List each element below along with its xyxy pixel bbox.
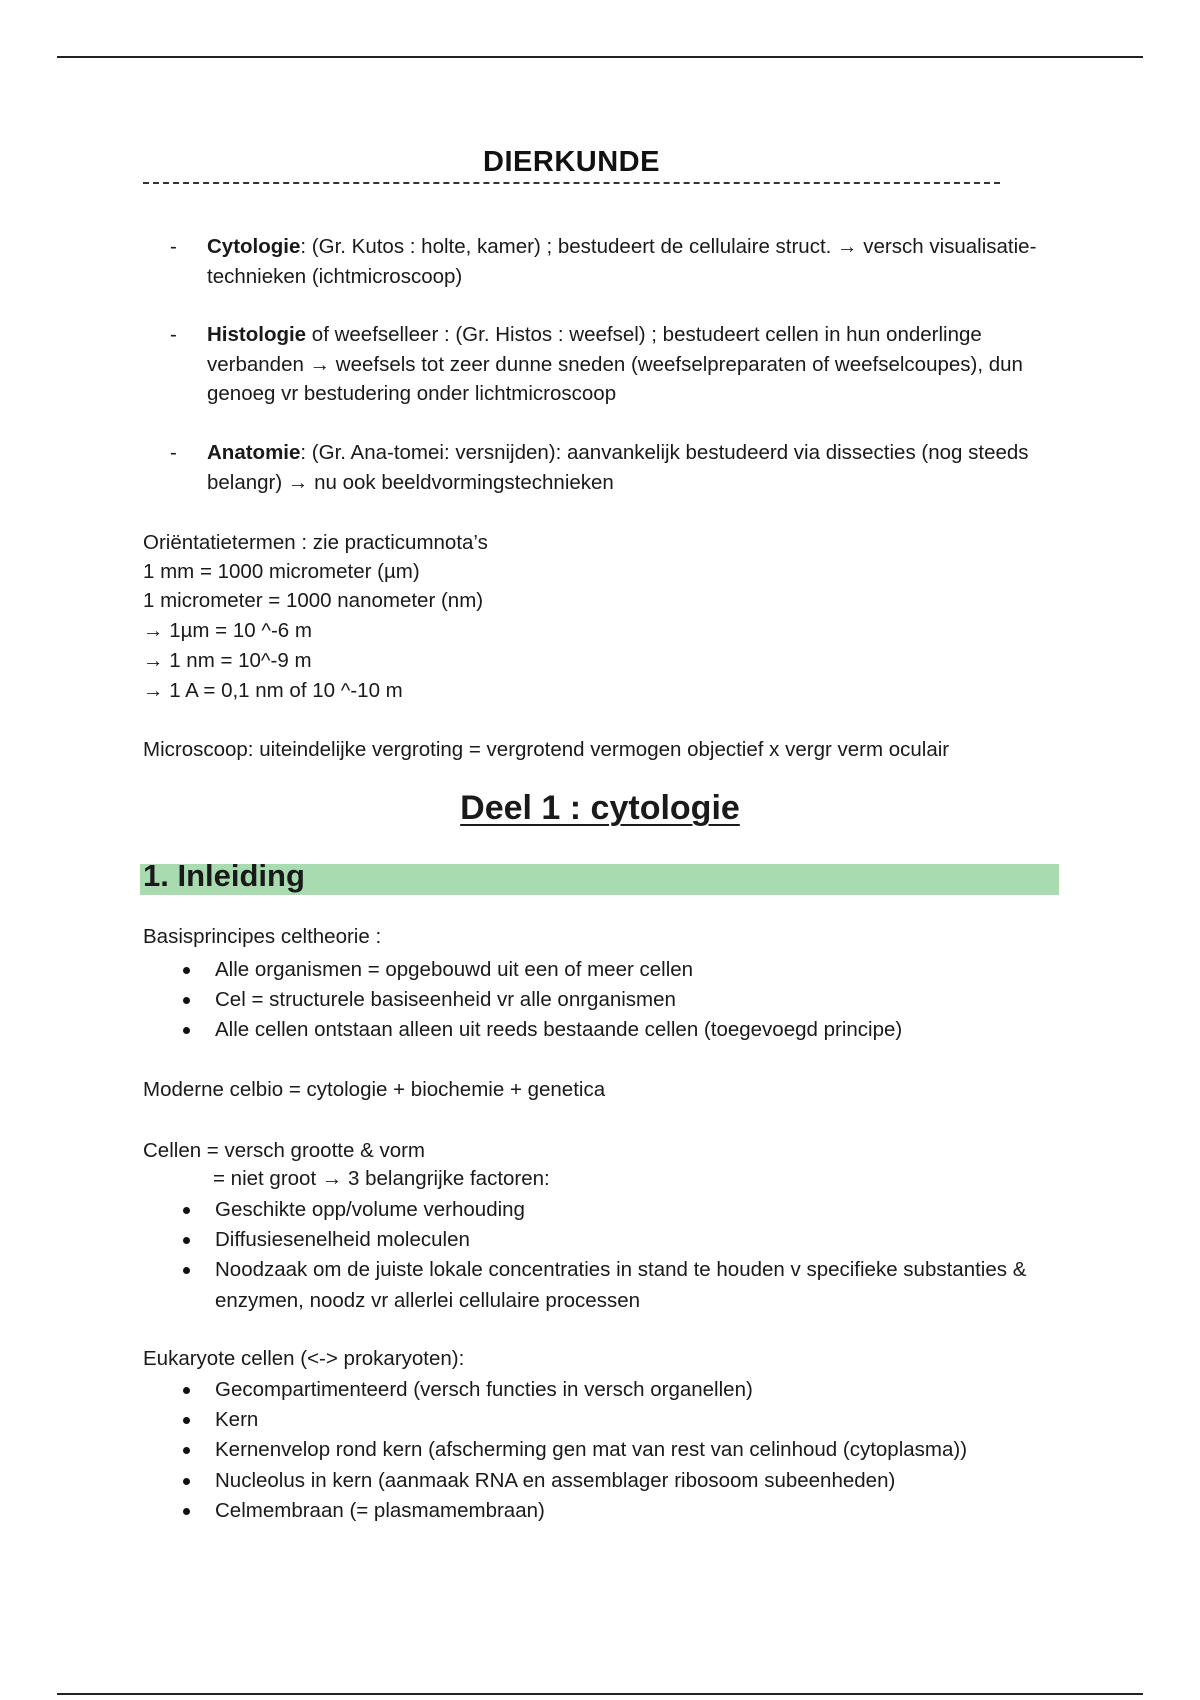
list-item: Geschikte opp/volume verhouding xyxy=(170,1195,1070,1225)
definition-term: Anatomie xyxy=(207,441,301,464)
list-item: Kern xyxy=(170,1405,1070,1435)
unit-line: → 1 A = 0,1 nm of 10 ^-10 m xyxy=(143,679,403,702)
bullet-dot xyxy=(183,1508,190,1515)
definition-term: Histologie xyxy=(207,323,307,346)
bullet-dot xyxy=(183,1447,190,1454)
modern-cellbio-line: Moderne celbio = cytologie + biochemie + genetica xyxy=(143,1078,606,1101)
bullet-dot xyxy=(183,1417,190,1424)
document-title-block xyxy=(143,146,1000,186)
list-item: Kernenvelop rond kern (afscherming gen mat van rest van celinhoud (cytoplasma)) xyxy=(170,1435,1070,1465)
celltheory-intro: Basisprincipes celtheorie : xyxy=(143,925,382,948)
definition-histologie xyxy=(170,320,1070,409)
bullet-dot xyxy=(183,1027,190,1034)
unit-line: 1 micrometer = 1000 nanometer (nm) xyxy=(143,589,484,612)
cells-factor-list xyxy=(170,1195,1070,1316)
section-heading: 1. Inleiding xyxy=(143,858,305,893)
list-item: Alle organismen = opgebouwd uit een of meer cellen xyxy=(170,955,1070,985)
bullet-dot xyxy=(183,1387,190,1394)
footer-rule xyxy=(57,1693,1143,1695)
cells-line-1: Cellen = versch grootte & vorm xyxy=(143,1139,425,1162)
list-item: Nucleolus in kern (aanmaak RNA en assemblager ribosoom subeenheden) xyxy=(170,1466,1070,1496)
bullet-dot xyxy=(183,1207,190,1214)
definition-text: : (Gr. Kutos : holte, kamer) ; bestudeert de cellulaire struct. → versch visualisatie-technieken (ichtmicroscoop) xyxy=(207,235,1037,288)
part-title xyxy=(0,786,1200,830)
unit-line: → 1 nm = 10^-9 m xyxy=(143,649,312,672)
definition-text: : (Gr. Ana-tomei: versnijden): aanvankelijk bestudeerd via dissecties (nog steeds belangr) → nu ook beeldvormingstechnieken xyxy=(207,441,1029,494)
bullet-dot xyxy=(183,1478,190,1485)
unit-line: → 1µm = 10 ^-6 m xyxy=(143,619,312,642)
cells-line-2: = niet groot → 3 belangrijke factoren: xyxy=(213,1167,550,1190)
title-dashed-underline xyxy=(143,182,1000,184)
bullet-dot xyxy=(183,1267,190,1274)
list-item: Cel = structurele basiseenheid vr alle onrganismen xyxy=(170,985,1070,1015)
orientation-terms-line: Oriëntatietermen : zie practicumnota’s xyxy=(143,531,488,554)
list-item: Celmembraan (= plasmamembraan) xyxy=(170,1496,1070,1526)
list-item: Gecompartimenteerd (versch functies in versch organellen) xyxy=(170,1375,1070,1405)
eukaryote-intro: Eukaryote cellen (<-> prokaryoten): xyxy=(143,1347,465,1370)
document-title: DIERKUNDE xyxy=(483,146,660,178)
definition-cytologie xyxy=(170,232,1070,291)
dash-marker: - xyxy=(170,323,177,346)
definition-anatomie xyxy=(170,438,1070,497)
unit-line: 1 mm = 1000 micrometer (µm) xyxy=(143,560,420,583)
eukaryote-list xyxy=(170,1375,1070,1526)
celltheory-list xyxy=(170,955,1070,1046)
list-item: Alle cellen ontstaan alleen uit reeds bestaande cellen (toegevoegd principe) xyxy=(170,1015,1070,1045)
microscope-line: Microscoop: uiteindelijke vergroting = vergrotend vermogen objectief x vergr verm oculair xyxy=(143,738,950,761)
dash-marker: - xyxy=(170,441,177,464)
bullet-dot xyxy=(183,997,190,1004)
list-item: Noodzaak om de juiste lokale concentraties in stand te houden v specifieke substanties & enzymen, noodz vr allerlei cellulaire processen xyxy=(170,1255,1070,1315)
definition-text: of weefselleer : (Gr. Histos : weefsel) ; bestudeert cellen in hun onderlinge verbanden → weefsels tot zeer dunne sneden (weefselpreparaten of weefselcoupes), dun genoeg vr bestudering onder lichtmicroscoop xyxy=(207,323,1023,405)
part-title-text: Deel 1 : cytologie xyxy=(460,789,740,827)
list-item: Diffusiesenelheid moleculen xyxy=(170,1225,1070,1255)
definition-term: Cytologie xyxy=(207,235,301,258)
bullet-dot xyxy=(183,1237,190,1244)
header-rule xyxy=(57,56,1143,58)
dash-marker: - xyxy=(170,235,177,258)
bullet-dot xyxy=(183,967,190,974)
